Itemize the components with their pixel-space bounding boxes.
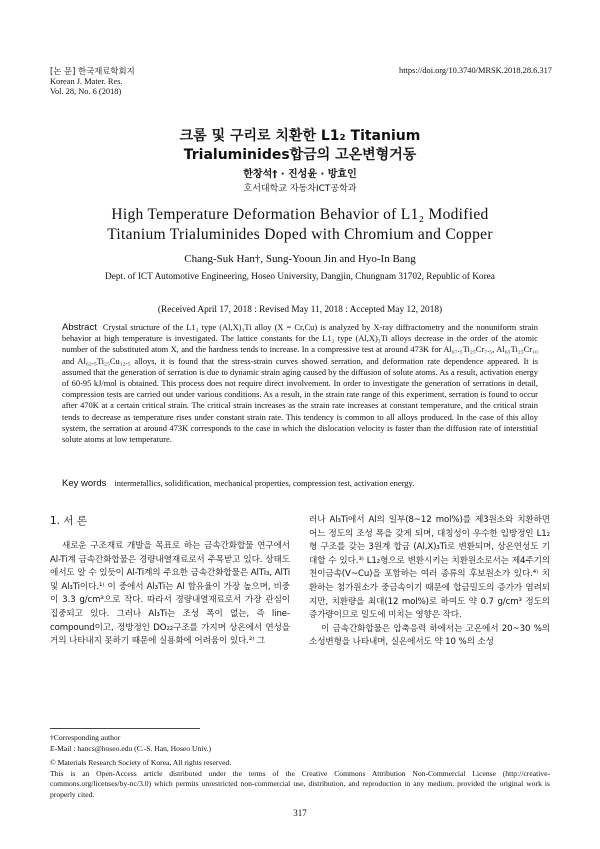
right-column-paragraph2: 이 금속간화합물은 압축응력 하에서는 고온에서 20~30 %의 소성변형을 나타내며, 실온에서도 약 10 %의 소성 — [309, 623, 550, 648]
section-heading: 1. 서 론 — [50, 515, 87, 527]
english-affiliation: Dept. of ICT Automotive Engineering, Hoseo University, Dangjin, Chungnam 31702, Republic of Korea — [105, 272, 495, 282]
license-notice: This is an Open-Access article distributed under the terms of the Creative Commons Attribution Non-Commercial License (http://creative-commons.org/licenses/by-nc/3.0) which permits unrestricted non-commercial use, distribution, and reproduction in any medium, provided the original work is properly cited. — [50, 768, 550, 799]
copyright-notice: © Materials Research Society of Korea, All rights reserved. — [50, 758, 232, 768]
journal-name-korean: [논 문] 한국재료학회지 — [50, 66, 135, 76]
korean-title-line1: 크롬 및 구리로 치환한 L1₂ Titanium — [179, 128, 421, 144]
right-column — [309, 514, 550, 650]
journal-info — [50, 66, 135, 98]
received-dates: (Received April 17, 2018 : Revised May 11, 2018 : Accepted May 12, 2018) — [157, 305, 443, 315]
journal-volume: Vol. 28, No. 6 (2018) — [50, 87, 122, 96]
korean-title — [0, 127, 600, 165]
english-title — [0, 205, 600, 245]
page-number: 317 — [293, 808, 307, 818]
keywords-text: intermetallics, solidification, mechanical properties, compression test, activation energy. — [114, 478, 415, 488]
keywords-label: Key words — [62, 478, 107, 489]
corresponding-author: †Corresponding author — [50, 733, 121, 742]
korean-affiliation: 호서대학교 자동차ICT공학과 — [243, 184, 357, 194]
keywords — [62, 477, 538, 490]
left-column-paragraph: 새로운 구조재료 개발을 목표로 하는 금속간화합물 연구에서 Al-Ti계 금속간화합물은 경량내열재료로서 주목받고 있다. 상태도에서도 알 수 있듯이 Al-Ti계의 주요한 금속간화합물은 AlTi₃, AlTi 및 Al₃Ti이다.¹⁾ 이 중에서 Al₃Ti는 Al 함유율이 가장 높으며, 비중이 3.3 g/cm³으로 작다. 따라서 경량내열재료로서 가장 관심이 집중되고 있다. 그러나 Al₃Ti는 조성 폭이 없는, 즉 line-compound이고, 정방정인 DO₂₂구조를 가지며 상온에서 연성을 거의 나타내지 못하기 때문에 실용화에 어려움이 있다.²⁾ 그 — [50, 541, 290, 647]
abstract-text: Crystal structure of the L1₂ type (Al,X)₃Ti alloy (X = Cr,Cu) is analyzed by X-ray diffractometry and the nonuniform strain behavior at high temperature is investigated. The lattice constants for the L1₂ type (Al,X)₃Ti alloys decrease in the order of the atomic number of the substituted atom X, and the hardness tends to increase. In a compressive test at around 473K for Al₆₇.₅Ti₂₅Cr₇.₅, Al₆₅Ti₂₅Cr₁₀ and Al₆₂.₅Ti₂₅Cu₁₂.₅ alloys, it is found that the stress-strain curves showed serration, and deformation rate dependence appeared. It is assumed that the generation of serration is due to dynamic strain aging caused by the diffusion of solute atoms. As a result, activation energy of 60-95 kJ/mol is obtained. This process does not require direct involvement. In order to investigate the generation of serrations in detail, compression tests are carried out under various conditions. As a result, in the strain rate range of this experiment, serration is found to occur after 470K at a certain critical strain. The critical strain increases as the strain rate increases at constant temperature, and the critical strain tends to decrease as temperature rises under constant strain rate. This tendency is common to all alloys produced. In the case of this alloy system, the serration at around 473K corresponds to the case in which the dislocation velocity is faster than the diffusion rate of interstitial solute atoms at low temperature. — [62, 322, 538, 445]
english-title-line1: High Temperature Deformation Behavior of L1₂ Modified — [111, 206, 489, 223]
korean-authors: 한창석† · 진성윤 · 방효인 — [243, 169, 357, 180]
doi-link[interactable]: https://doi.org/10.3740/MRSK.2018.28.6.317 — [399, 66, 552, 75]
footnote-divider — [50, 728, 200, 729]
abstract — [62, 322, 538, 445]
right-column-paragraph1: 러나 Al₃Ti에서 Al의 일부(8~12 mol%)를 제3원소와 치환하면 어느 정도의 조성 폭을 갖게 되며, 대칭성이 우수한 입방정인 L1₂형 구조를 갖는 3원계 합금 (Al,X)₃Ti로 변환되며, 상온연성도 기대할 수 있다.³⁾ L1₂형으로 변환시키는 치환원소로서는 제4주기의 천이금속(V~Cu)을 포함하는 여러 종류의 후보원소가 있다.⁴⁾ 치환하는 첨가원소가 중금속이기 때문에 합금밀도의 증가가 염려되지만, 치환량을 최대(12 mol%)로 하여도 약 0.7 g/cm³ 정도의 증가량이므로 밀도에 미치는 영향은 작다. — [309, 515, 550, 621]
journal-name-english: Korean J. Mater. Res. — [50, 76, 123, 86]
english-title-line2: Titanium Trialuminides Doped with Chromium and Copper — [107, 226, 493, 243]
korean-title-line2: Trialuminides합금의 고온변형거동 — [183, 147, 417, 163]
abstract-label: Abstract — [62, 322, 97, 333]
author-email: E-Mail : hancs@hoseo.edu (C.-S. Han, Hoseo Univ.) — [50, 743, 212, 753]
footnotes — [50, 733, 550, 801]
english-authors: Chang-Suk Han†, Sung-Yooun Jin and Hyo-In Bang — [184, 253, 416, 265]
